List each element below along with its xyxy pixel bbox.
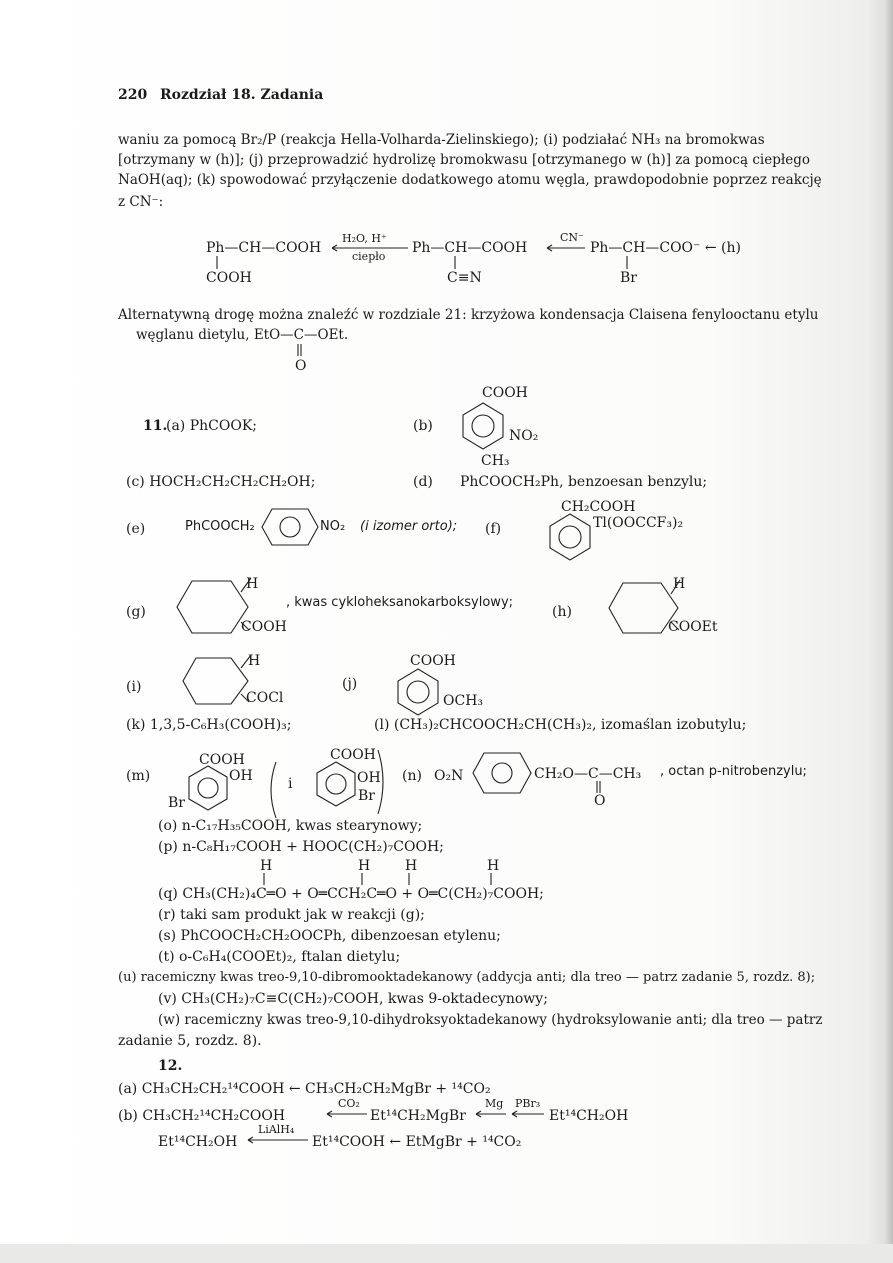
chapter-title: Rozdział 18. Zadania [160, 87, 324, 103]
answer-11e-no2: NO₂ [320, 519, 346, 534]
intro-line-2: [otrzymany w (h)]; (j) przeprowadzić hydrolizę bromokwasu [otrzymanego w (h)] za pomocą ciepłego [118, 152, 810, 168]
scheme1-right: Ph—CH—COO⁻ ← (h) [590, 240, 741, 256]
answer-11j-label: (j) [342, 676, 358, 692]
answer-12c-left: Et¹⁴CH₂OH [158, 1134, 238, 1150]
left-arrow [545, 244, 587, 252]
answer-11f-ch2cooh: CH₂COOH [561, 499, 636, 515]
intro-line-1: waniu za pomocą Br₂/P (reakcja Hella-Volharda-Zielinskiego); (i) podziałać NH₃ na bromokwas [118, 132, 765, 148]
answer-11h-h: H [673, 576, 686, 592]
right-paren [376, 748, 390, 816]
answer-11o: (o) n-C₁₇H₃₅COOH, kwas stearynowy; [158, 818, 423, 834]
scheme1-middle: Ph—CH—COOH [412, 240, 528, 256]
cyclohexane-ring [175, 578, 251, 636]
answer-11c: (c) HOCH₂CH₂CH₂CH₂OH; [126, 474, 316, 490]
answer-11g-label: (g) [126, 604, 146, 620]
answer-11q-h1: H [260, 858, 273, 874]
bond-line [216, 256, 220, 270]
benzene-ring [455, 398, 511, 454]
answer-11e-left: PhCOOCH₂ [185, 519, 255, 534]
answer-11n-label: (n) [402, 768, 422, 784]
intro-line-3: NaOH(aq); (k) spowodować przyłączenie dodatkowego atomu węgla, prawdopodobnie poprzez reakcję [118, 172, 822, 188]
answer-11m2-br: Br [358, 788, 375, 804]
double-bond [297, 344, 303, 358]
answer-11a: (a) PhCOOK; [166, 418, 257, 434]
answer-11f-label: (f) [485, 521, 502, 537]
benzene-ring [180, 763, 236, 813]
answer-11m-i: i [288, 776, 293, 792]
scheme1-left-sub: COOH [206, 270, 252, 286]
answer-11r: (r) taki sam produkt jak w reakcji (g); [158, 907, 425, 923]
answer-11b-cooh: COOH [482, 385, 528, 401]
answer-11l: (l) (CH₃)₂CHCOOCH₂CH(CH₃)₂, izomaślan izobutylu; [374, 717, 747, 733]
answer-11i-cocl: COCl [246, 690, 284, 706]
problem-12-number: 12. [158, 1058, 183, 1074]
alternative-line-2: węglanu dietylu, EtO—C—OEt. [136, 327, 349, 343]
answer-11g-h: H [246, 576, 259, 592]
answer-11m2-cooh: COOH [330, 747, 376, 763]
answer-12b-reagent-co2: CO₂ [338, 1097, 360, 1110]
answer-12b-reagent-pbr3: PBr₃ [515, 1097, 541, 1110]
answer-12b-reagent-mg: Mg [485, 1097, 504, 1110]
answer-11m1-cooh: COOH [199, 752, 245, 768]
answer-11g-name: , kwas cykloheksanokarboksylowy; [286, 595, 514, 610]
scan-bottom-band [0, 1244, 893, 1263]
answer-11n-name: , octan p-nitrobenzylu; [660, 764, 807, 779]
left-arrow [246, 1136, 310, 1144]
bond-line [626, 256, 630, 270]
answer-11g-cooh: COOH [241, 619, 287, 635]
answer-12c-right: Et¹⁴COOH ← EtMgBr + ¹⁴CO₂ [312, 1134, 522, 1150]
answer-11b-ch3: CH₃ [481, 453, 510, 469]
benzene-ring [470, 750, 534, 796]
answer-11e-label: (e) [126, 521, 146, 537]
answer-11f-tl: Tl(OOCCF₃)₂ [593, 515, 684, 531]
answer-11m2-oh: OH [357, 770, 381, 786]
answer-11q-h2: H [358, 858, 371, 874]
answer-11u: (u) racemiczny kwas treo-9,10-dibromooktadekanowy (addycja anti; dla treo — patrz zadanie 5, rozdz. 8); [118, 970, 816, 985]
arrow1-condition: ciepło [352, 250, 386, 263]
answer-11v: (v) CH₃(CH₂)₇C≡C(CH₂)₇COOH, kwas 9-oktadecynowy; [158, 991, 548, 1007]
answer-11p: (p) n-C₈H₁₇COOH + HOOC(CH₂)₇COOH; [158, 839, 444, 855]
answer-11h-label: (h) [552, 604, 572, 620]
benzene-ring [542, 510, 598, 564]
answer-11n-ester: CH₂O—C—CH₃ [534, 766, 642, 782]
carbonyl-oxygen: O [295, 358, 307, 374]
bond-line [454, 256, 458, 270]
answer-11k: (k) 1,3,5-C₆H₃(COOH)₃; [126, 717, 292, 733]
benzene-ring [260, 506, 320, 548]
left-arrow [325, 1110, 369, 1118]
answer-12b-left: (b) CH₃CH₂¹⁴CH₂COOH [118, 1108, 286, 1124]
answer-11j-och3: OCH₃ [443, 693, 484, 709]
answer-11b-no2: NO₂ [509, 428, 539, 444]
answer-11m1-br: Br [168, 795, 185, 811]
answer-11j-cooh: COOH [410, 653, 456, 669]
page-number: 220 [118, 87, 148, 103]
scheme1-left: Ph—CH—COOH [206, 240, 322, 256]
answer-11e-note: (i izomer orto); [360, 519, 458, 534]
answer-12c-reagent: LiAlH₄ [258, 1123, 295, 1136]
answer-11m-label: (m) [126, 768, 151, 784]
benzene-ring [392, 666, 448, 718]
answer-11w-line1: (w) racemiczny kwas treo-9,10-dihydroksyoktadekanowy (hydroksylowanie anti; dla treo — patrz [158, 1012, 823, 1028]
answer-12a: (a) CH₃CH₂CH₂¹⁴COOH ← CH₃CH₂CH₂MgBr + ¹⁴CO₂ [118, 1081, 491, 1097]
answer-11d-label: (d) [413, 474, 433, 490]
q-bonds [262, 873, 502, 887]
answer-11b-label: (b) [413, 418, 433, 434]
answer-11q: (q) CH₃(CH₂)₄C═O + O═CCH₂C═O + O═C(CH₂)₇COOH; [158, 886, 544, 902]
intro-line-4: z CN⁻: [118, 194, 164, 210]
answer-11i-label: (i) [126, 679, 142, 695]
answer-11q-h3: H [405, 858, 418, 874]
answer-11m1-oh: OH [229, 768, 253, 784]
scheme1-right-sub: Br [620, 270, 637, 286]
arrow1-reagents: H₂O, H⁺ [342, 232, 387, 245]
answer-11n-o: O [594, 793, 606, 809]
answer-11w-line2: zadanie 5, rozdz. 8). [118, 1033, 262, 1049]
answer-11t: (t) o-C₆H₄(COOEt)₂, ftalan dietylu; [158, 949, 401, 965]
answer-12b-right: Et¹⁴CH₂OH [549, 1108, 629, 1124]
alternative-line-1: Alternatywną drogę można znaleźć w rozdziale 21: krzyżowa kondensacja Claisena fenylooctanu etylu [118, 307, 819, 323]
problem-11-number: 11. [143, 418, 168, 434]
answer-12b-mid: Et¹⁴CH₂MgBr [370, 1108, 466, 1124]
left-arrow [510, 1110, 546, 1118]
answer-11q-h4: H [487, 858, 500, 874]
page-edge-shadow [883, 0, 893, 1263]
answer-11i-h: H [248, 653, 261, 669]
left-arrow [474, 1110, 508, 1118]
left-paren [264, 760, 278, 820]
arrow2-reagent: CN⁻ [560, 231, 584, 244]
scheme1-middle-sub: C≡N [447, 270, 482, 286]
answer-11d: PhCOOCH₂Ph, benzoesan benzylu; [460, 474, 708, 490]
answer-11n-o2n: O₂N [434, 768, 464, 784]
answer-11s: (s) PhCOOCH₂CH₂OOCPh, dibenzoesan etylenu; [158, 928, 501, 944]
answer-11h-cooet: COOEt [668, 619, 718, 635]
cyclohexane-ring [181, 655, 251, 707]
benzene-ring [308, 759, 364, 809]
